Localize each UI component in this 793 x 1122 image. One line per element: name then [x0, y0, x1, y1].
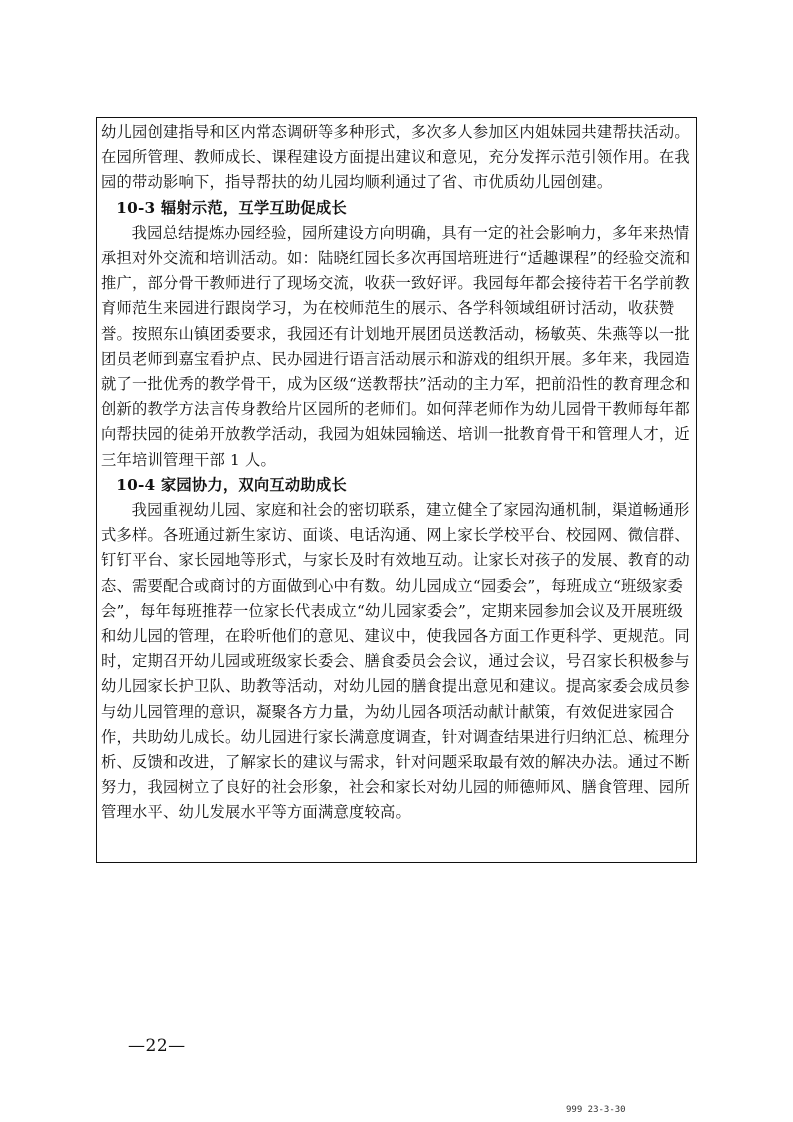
paragraph-continued: 幼儿园创建指导和区内常态调研等多种形式，多次多人参加区内姐妹园共建帮扶活动。在园所管理、教师成长、课程建设方面提出建议和意见，充分发挥示范引领作用。在我园的带动影响下，指导帮扶的幼儿园均顺利通过了省、市优质幼儿园创建。 [101, 123, 690, 192]
paragraph-10-3: 我园总结提炼办园经验，园所建设方向明确，具有一定的社会影响力，多年来热情承担对外交流和培训活动。如：陆晓红园长多次再国培班进行“适趣课程”的经验交流和推广，部分骨干教师进行了现场交流，收获一致好评。我园每年都会接待若干名学前教育师范生来园进行跟岗学习，为在校师范生的展示、各学科领域组研讨活动，收获赞誉。按照东山镇团委要求，我园还有计划地开展团员送教活动，杨敏英、朱燕等以一批团员老师到嘉宝看护点、民办园进行语言活动展示和游戏的组织开展。多年来，我园造就了一批优秀的教学骨干，成为区级“送教帮扶”活动的主力军，把前沿性的教育理念和创新的教学方法言传身教给片区园所的老师们。如何萍老师作为幼儿园骨干教师每年都向帮扶园的徒弟开放教学活动，我园为姐妹园输送、培训一批教育骨干和管理人才，近三年培训管理干部 1 人。 [101, 223, 691, 469]
document-body [101, 120, 695, 826]
section-heading-10-4: 10-4 家园协力，双向互动助成长 [116, 475, 347, 494]
print-code: 999 23-3-30 [566, 1105, 626, 1115]
paragraph-10-4: 我园重视幼儿园、家庭和社会的密切联系，建立健全了家园沟通机制，渠道畅通形式多样。各班通过新生家访、面谈、电话沟通、网上家长学校平台、校园网、微信群、钉钉平台、家长园地等形式，与家长及时有效地互动。让家长对孩子的发展、教育的动态、需要配合或商讨的方面做到心中有数。幼儿园成立“园委会”，每班成立“班级家委会”，每年每班推荐一位家长代表成立“幼儿园家委会”，定期来园参加会议及开展班级和幼儿园的管理，在聆听他们的意见、建议中，使我园各方面工作更科学、更规范。同时，定期召开幼儿园或班级家长委会、膳食委员会会议，通过会议，号召家长积极参与幼儿园家长护卫队、助教等活动，对幼儿园的膳食提出意见和建议。提高家委会成员参与幼儿园管理的意识，凝聚各方力量，为幼儿园各项活动献计献策，有效促进家园合作，共助幼儿成长。幼儿园进行家长满意度调查，针对调查结果进行归纳汇总、梳理分析、反馈和改进，了解家长的建议与需求，针对问题采取最有效的解决办法。通过不断努力，我园树立了良好的社会形象，社会和家长对幼儿园的师德师风、膳食管理、园所管理水平、幼儿发展水平等方面满意度较高。 [101, 501, 690, 822]
section-heading-10-3: 10-3 辐射示范，互学互助促成长 [116, 198, 347, 217]
page-number: —22— [128, 1036, 186, 1056]
